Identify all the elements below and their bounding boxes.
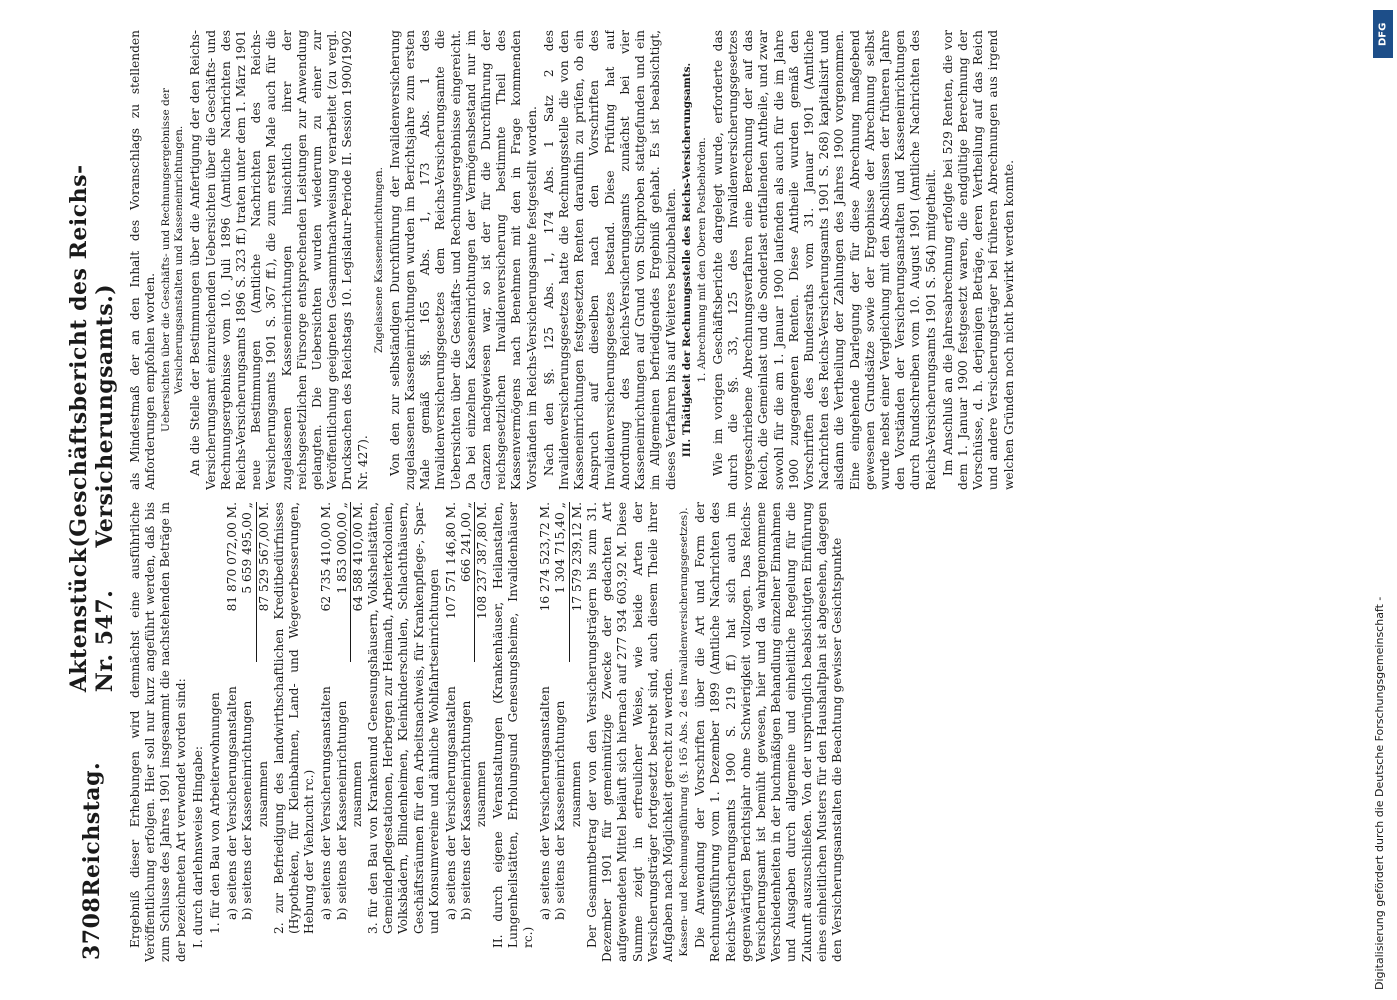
header-center: Aktenstück Nr. 547. [66, 547, 118, 693]
right-p4: Nach den §§. 125 Abs. 1, 174 Abs. 1 Satz 2 des Invalidenversicherungsgesetzes hatte die Rechnungsstelle die von den Kasseneinrichtungen festgesetzten Renten daraufhin zu prüfen, ob ein Anspruch auf dieselben nach den Vorschriften des Invalidenversicherungsgesetzes bestand. Diese Prüfung hat auf Anordnung des Reichs-Versicherungsamts zunächst bei vier Kasseneinrichtungen auf Grund von Stichproben stattgefunden und ein im Allgemeinen befriedigendes Ergebniß gehabt. Es ist beabsichtigt, dieses Verfahren bis auf Weiteres beizubehalten. [541, 30, 678, 490]
item-iia-label: a) seitens der Versicherungsanstalten [538, 686, 553, 920]
item-iib-label: b) seitens der Kasseneinrichtungen [553, 700, 568, 920]
right-p5: Wie im vorigen Geschäftsberichte dargelegt wurde, erforderte das durch die §§. 33, 125 des Invalidenversicherungsgesetzes vorgeschriebene Abrechnungsverfahren eine Berechnung der auf das Reich, die Gemeinlast und die Sonderlast entfallenden Antheile, und zwar sowohl für die am 1. Januar 1900 laufenden als auch für die im Jahre 1900 zugegangenen Renten. Diese Antheile wurden gemäß den Vorschriften des Bundesraths vom 31. Januar 1901 (Amtliche Nachrichten des Reichs-Versicherungsamts 1901 S. 268) kapitalisirt und alsdann die Vertheilung der Zahlungen des Jahres 1900 vorgenommen. Eine eingehende Darlegung der für diese Abrechnung maßgebend gewesenen Grundsätze sowie der Ergebnisse der Abrechnung selbst wurde nebst einer Vergleichung mit den Abschlüssen der früheren Jahre den Vorständen der Versicherungsanstalten und Kasseneinrichtungen durch Rundschreiben vom 10. August 1901 (Amtliche Nachrichten des Reichs-Versicherungsamts 1901 S. 564) mitgetheilt. [710, 30, 938, 490]
item-1-sum-label: zusammen [255, 761, 270, 827]
right-heading-1: Uebersichten über die Geschäfts- und Rechnungsergebnisse der Versicherungsanstalten und Kasseneinrichtungen. [160, 88, 186, 432]
right-heading-4: 1. Abrechnung mit den Oberen Postbehörden. [695, 137, 708, 383]
item-1b-row [240, 502, 255, 962]
item-1a-amount: 81 870 072,00 M. [225, 502, 240, 612]
item-ii-sum-label: zusammen [568, 761, 583, 827]
right-p2: An die Stelle der Bestimmungen über die Anfertigung der den Reichs-Versicherungsamt einzureichenden Uebersichten über die Geschäfts- und Rechnungsergebnisse vom 10. Juli 1896 (Amtliche Nachrichten des Reichs-Versicherungsamts 1896 S. 323 ff.) traten unter dem 1. März 1901 neue Bestimmungen (Amtliche Nachrichten des Reichs-Versicherungsamts 1901 S. 367 ff.), die zum ersten Male auch für die zugelassenen Kasseneinrichtungen hinsichtlich ihrer der reichsgesetzlichen Fürsorge entsprechenden Leistungen zur Anwendung gelangten. Die Uebersichten wurden wiederum zu einer zur Veröffentlichung geeigneten Gesammtnachweisung verarbeitet (zu vergl. Drucksachen des Reichstags 10. Legislatur-Periode II. Session 1900/1902 Nr. 427). [188, 30, 370, 490]
item-ii-sum-row [569, 502, 585, 962]
section-ii-heading: II. durch eigene Veranstaltungen (Krankenhäuser, Heilanstalten, Lungenheilstätten, Erholungsund Genesungsheime, Invalidenhäuser rc.) [490, 502, 536, 948]
item-2-sum-amount: 64 588 410,00 M. [350, 502, 366, 662]
total-paragraph: Der Gesammtbetrag der von den Versicherungsträgern bis zum 31. Dezember 1901 für gemeinnützige Zwecke der gedachten Art aufgewendeten Mittel beläuft sich hiernach auf 277 934 603,92 M. Diese Summe zeigt in erfreulicher Weise, wie beide Arten der Versicherungsträger fortgesetzt bestrebt sind, auch diesem Theile ihrer Aufgaben nach Möglichkeit gerecht zu werden. [584, 502, 675, 962]
item-3-sum-amount: 108 237 387,80 M. [474, 502, 490, 662]
item-1a-row [225, 502, 240, 962]
right-column [128, 30, 1288, 490]
right-heading-2: Zugelassene Kasseneinrichtungen. [372, 167, 385, 353]
item-ii-sum-amount: 17 579 239,12 M. [569, 502, 585, 662]
item-3a-row [444, 502, 459, 962]
item-3-sum-label: zusammen [474, 761, 489, 827]
item-3b-row [459, 502, 474, 962]
item-1-label: 1. für den Bau von Arbeiterwohnungen [208, 692, 223, 934]
page-header [66, 40, 118, 960]
item-3-sum-row [474, 502, 490, 962]
item-1-sum-row [256, 502, 272, 962]
right-p3: Von den zur selbständigen Durchführung der Invalidenversicherung zugelassenen Kasseneinrichtungen wurden im Berichtsjahre zum ersten Male gemäß §§. 165 Abs. 1, 173 Abs. 1 des Invalidenversicherungsgesetzes dem Reichs-Versicherungsamte die Uebersichten über die Geschäfts- und Rechnungsergebnisse eingereicht. Da bei einzelnen Kasseneinrichtungen der Vermögensbestand nur im Ganzen nachgewiesen war, so ist der für die Durchführung der reichsgesetzlichen Invalidenversicherung bestimmte Theil des Kassenvermögens nach Benehmen mit den in Frage kommenden Vorständen im Reichs-Versicherungsamte festgestellt worden. [387, 30, 539, 490]
item-1-sum-amount: 87 529 567,00 M. [256, 502, 272, 662]
item-3a-amount: 107 571 146,80 M. [444, 502, 459, 620]
item-2-sum-row [350, 502, 366, 962]
item-3b-label: b) seitens der Kasseneinrichtungen [459, 700, 474, 920]
item-1b-label: b) seitens der Kasseneinrichtungen [240, 700, 255, 920]
intro-paragraph: Ergebniß dieser Erhebungen wird demnächst eine ausführliche Veröffentlichung erfolgen. Hier soll nur kurz angeführt werden, daß bis zum Schlusse des Jahres 1901 insgesammt die nachstehenden Beträge in der bezeichneten Art verwendet worden sind: [128, 502, 188, 962]
digitization-sidebar [1369, 0, 1397, 1000]
header-left: Reichstag. [79, 761, 105, 897]
section-i-heading: I. durch darlehnsweise Hingabe: [190, 746, 205, 948]
right-p6: Im Anschluß an die Jahresabrechnung erfolgte bei 529 Renten, die vor dem 1. Januar 1900 festgesetzt waren, die endgültige Berechnung der Vorschüsse, d. h. derjenigen Beträge, deren Vertheilung auf das Reich und andere Versicherungsträger bei früheren Abrechnungen aus irgend welchen Gründen noch nicht bewirkt werden konnte. [940, 30, 1016, 490]
left-column [128, 502, 1288, 962]
item-2b-amount: 1 853 000,00 „ [334, 502, 349, 594]
closing-paragraph: Die Anwendung der Vorschriften über die Art und Form der Rechnungsführung vom 1. Dezember 1899 (Amtliche Nachrichten des Reichs-Versicherungsamts 1900 S. 219 ff.) hat sich auch im gegenwärtigen Berichtsjahr ohne Schwierigkeit vollzogen. Das Reichs-Versicherungsamt ist bemüht gewesen, hier und da wahrgenommene Verschiedenheiten in der buchmäßigen Behandlung einzelner Einnahmen und Ausgaben durch allgemeine und einheitliche Regelung für die Zukunft auszuschließen. Von der ursprünglich beabsichtigten Einführung eines einheitlichen Musters für den Haushaltplan ist abgesehen, dagegen den Versicherungsanstalten die Beachtung gewisser Gesichtspunkte [693, 502, 844, 962]
item-1b-amount: 5 659 495,00 „ [240, 502, 255, 594]
item-2a-amount: 62 735 410,00 M. [319, 502, 334, 612]
item-2b-row [335, 502, 350, 962]
item-2a-row [319, 502, 334, 962]
item-2a-label: a) seitens der Versicherungsanstalten [319, 686, 334, 920]
item-2-label: 2. zur Befriedigung des landwirthschaftlichen Kreditbedürfnisses (Hypotheken, für Kleinbahnen, Land- und Wegeverbesserungen, Hebung der Viehzucht rc.) [271, 502, 317, 934]
item-2b-label: b) seitens der Kasseneinrichtungen [334, 700, 349, 920]
item-2-sum-label: zusammen [349, 761, 364, 827]
digitization-note: Digitalisierung gefördert durch die Deutsche Forschungsgemeinschaft - [1373, 596, 1386, 990]
item-3b-amount: 666 241,00 „ [459, 502, 474, 582]
item-iia-row [538, 502, 553, 962]
item-iia-amount: 16 274 523,72 M. [538, 502, 553, 612]
right-heading-3: III. Thätigkeit der Rechnungsstelle des Reichs-Versicherungsamts. [680, 62, 693, 458]
item-iib-row [553, 502, 568, 962]
page-number: 3708 [79, 896, 105, 960]
item-3-label: 3. für den Bau von Krankenund Genesungshäusern, Volksheilstätten, Gemeindepflegestationen, Herbergen zur Heimath, Arbeiterkolonien, Volksbädern, Blindenheimen, Kleinkinderschulen, Schlachthäusern, Geschäftsräumen für den Arbeitsnachweis, für Krankenpflege-, Spar- und Konsumvereine und ähnliche Wohlfahrtseinrichtungen [366, 502, 441, 934]
dfg-logo: DFG [1373, 10, 1393, 58]
header-right: (Geschäftsbericht des Reichs-Versicherungsamts.) [66, 164, 118, 548]
item-3a-label: a) seitens der Versicherungsanstalten [444, 686, 459, 920]
right-p1: als Mindestmaß der an den Inhalt des Voranschlags zu stellenden Anforderungen empfohlen worden. [128, 30, 158, 490]
item-1a-label: a) seitens der Versicherungsanstalten [225, 686, 240, 920]
item-iib-amount: 1 304 715,40 „ [553, 502, 568, 594]
subheading-kassen: Kassen- und Rechnungsführung (§. 165 Abs. 2 des Invalidenversicherungsgesetzes). [678, 507, 691, 957]
